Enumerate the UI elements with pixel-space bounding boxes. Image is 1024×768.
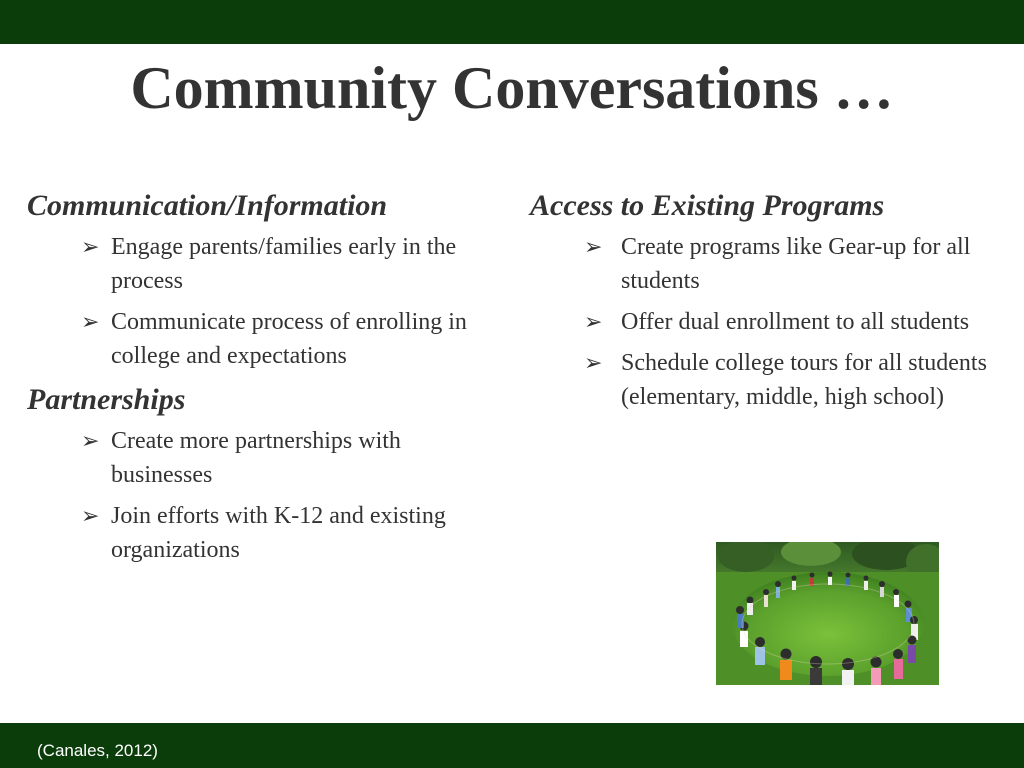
bullet-item [27,230,497,298]
bullet-text: Communicate process of enrolling in college and expectations [111,309,467,369]
arrow-bullet-icon: ➢ [81,428,100,453]
arrow-bullet-icon: ➢ [81,234,100,259]
slide-title: Community Conversations … [130,55,894,121]
arrow-bullet-icon: ➢ [584,234,603,259]
bullet-text: Create programs like Gear-up for all students [621,234,971,294]
section-heading-partnerships: Partnerships [27,383,186,416]
bullet-text: Create more partnerships with businesses [111,428,401,488]
bullet-item [27,305,497,373]
arrow-bullet-icon: ➢ [584,350,603,375]
section-heading-access: Access to Existing Programs [530,189,885,222]
bullet-text: Offer dual enrollment to all students [621,309,970,335]
arrow-bullet-icon: ➢ [584,309,603,334]
right-column [530,186,1020,421]
arrow-bullet-icon: ➢ [81,503,100,528]
section-heading-communication: Communication/Information [27,189,388,222]
community-circle-photo [716,542,939,685]
bullet-text: Join efforts with K-12 and existing organizations [111,503,446,563]
citation: (Canales, 2012) [37,741,158,760]
bullet-item [530,346,1020,414]
bullet-item [530,305,1020,339]
bullet-list [530,230,1020,414]
bullet-text: Schedule college tours for all students (elementary, middle, high school) [621,350,987,410]
bullet-list [27,230,497,373]
bullet-item [530,230,1020,298]
left-column [27,186,497,574]
bullet-item [27,424,497,492]
top-bar [0,0,1024,44]
bullet-text: Engage parents/families early in the process [111,234,457,294]
bullet-item [27,499,497,567]
arrow-bullet-icon: ➢ [81,309,100,334]
bullet-list [27,424,497,567]
